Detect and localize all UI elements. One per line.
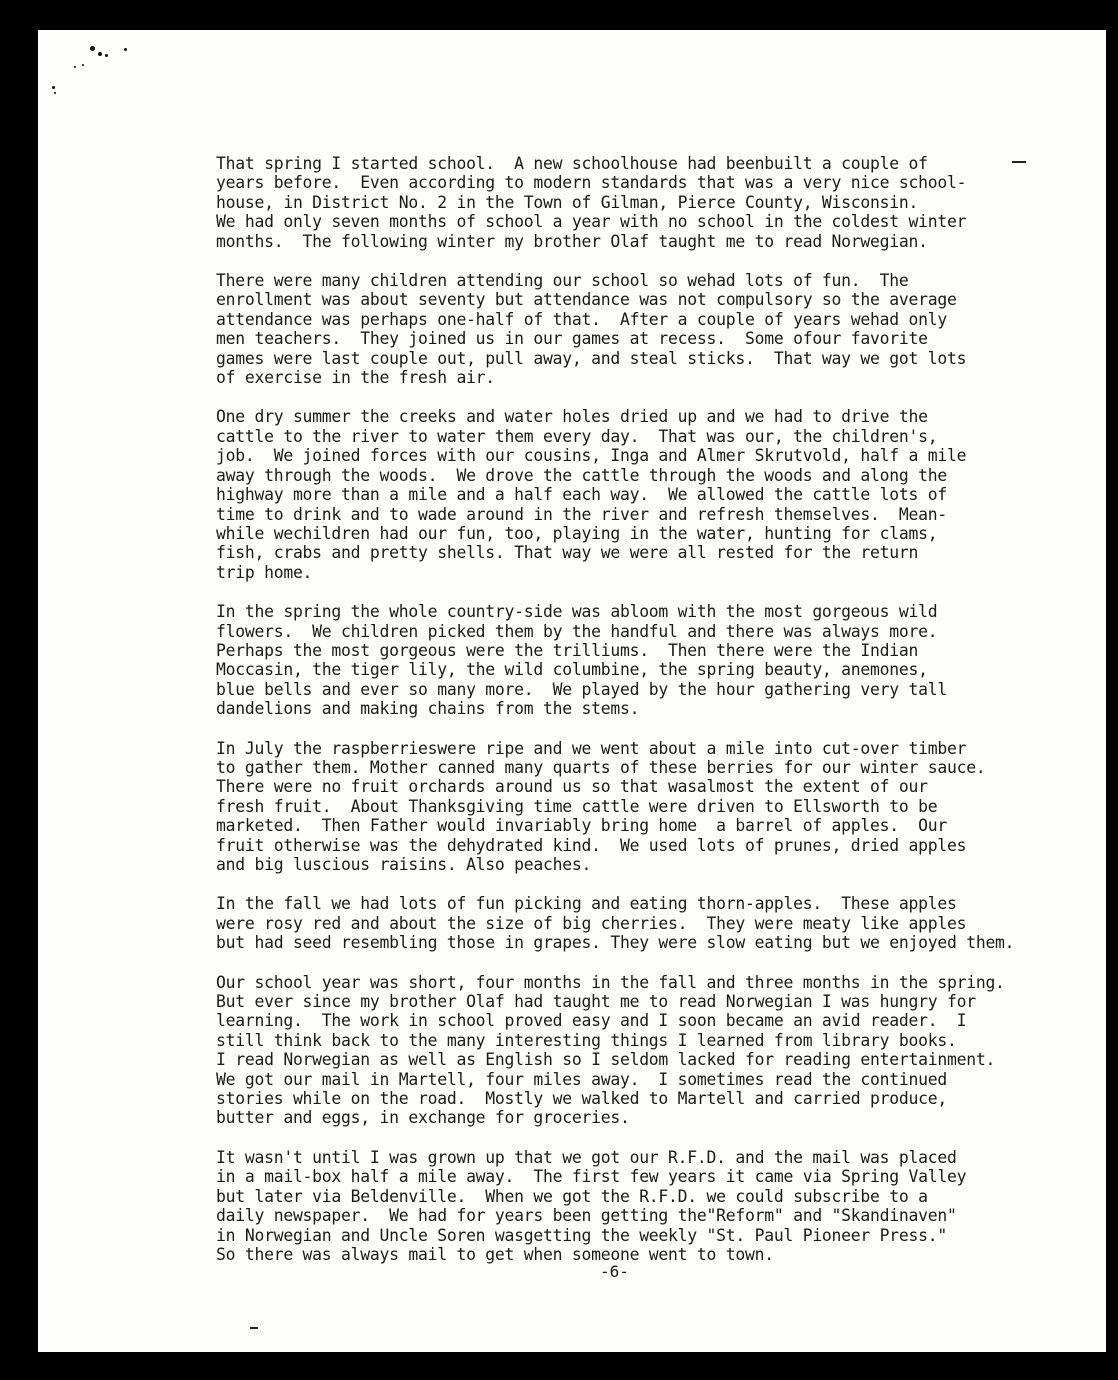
- text-line: while wechildren had our fun, too, playing in the water, hunting for clams,: [216, 523, 938, 543]
- body-text: [216, 154, 1096, 1284]
- text-line: I read Norwegian as well as English so I seldom lacked for reading entertainment.: [216, 1050, 996, 1070]
- text-line: We had only seven months of school a year with no school in the coldest winter: [216, 212, 967, 232]
- text-line: fresh fruit. About Thanksgiving time cattle were driven to Ellsworth to be: [216, 796, 938, 816]
- text-line: away through the woods. We drove the cattle through the woods and along the: [216, 465, 947, 485]
- scan-speck: [82, 64, 84, 66]
- text-line: games were last couple out, pull away, and steal sticks. That way we got lots: [216, 348, 967, 368]
- text-line: but had seed resembling those in grapes. They were slow eating but we enjoyed them.: [216, 933, 1015, 953]
- text-line: stories while on the road. Mostly we walked to Martell and carried produce,: [216, 1089, 947, 1109]
- scan-mark: [250, 1327, 258, 1329]
- text-line: job. We joined forces with our cousins, Inga and Almer Skrutvold, half a mile: [216, 446, 967, 466]
- text-line: men teachers. They joined us in our games at recess. Some ofour favorite: [216, 329, 928, 349]
- scan-speck: [105, 54, 108, 57]
- text-line: But ever since my brother Olaf had taught me to read Norwegian I was hungry for: [216, 992, 976, 1012]
- text-line: attendance was perhaps one-half of that. After a couple of years wehad only: [216, 309, 947, 329]
- text-line: enrollment was about seventy but attendance was not compulsory so the average: [216, 290, 957, 310]
- paragraph-2: [216, 271, 1096, 387]
- text-line: trip home.: [216, 562, 313, 582]
- text-line: cattle to the river to water them every day. That was our, the children's,: [216, 426, 938, 446]
- text-line: daily newspaper. We had for years been getting the"Reform" and "Skandinaven": [216, 1206, 957, 1226]
- paragraph-5: [216, 739, 1096, 875]
- paragraph-1: [216, 154, 1096, 251]
- text-line: house, in District No. 2 in the Town of Gilman, Pierce County, Wisconsin.: [216, 192, 919, 212]
- scan-speck: [90, 46, 95, 51]
- text-line: learning. The work in school proved easy and I soon became an avid reader. I: [216, 1011, 967, 1031]
- text-line: Our school year was short, four months in the fall and three months in the spring.: [216, 972, 1005, 992]
- text-line: of exercise in the fresh air.: [216, 368, 495, 388]
- paragraph-7: [216, 973, 1096, 1128]
- page-number: -6-: [600, 1262, 629, 1281]
- text-line: There were no fruit orchards around us so that wasalmost the extent of our: [216, 777, 928, 797]
- text-line: That spring I started school. A new schoolhouse had beenbuilt a couple of: [216, 154, 928, 173]
- document-page: [38, 30, 1106, 1352]
- text-line: highway more than a mile and a half each way. We allowed the cattle lots of: [216, 485, 947, 505]
- scan-speck: [52, 86, 55, 89]
- text-line: were rosy red and about the size of big cherries. They were meaty like apples: [216, 913, 967, 933]
- text-line: butter and eggs, in exchange for groceries.: [216, 1108, 630, 1128]
- text-line: Perhaps the most gorgeous were the trilliums. Then there were the Indian: [216, 640, 919, 660]
- text-line: fruit otherwise was the dehydrated kind. We used lots of prunes, dried apples: [216, 835, 967, 855]
- text-line: years before. Even according to modern standards that was a very nice school-: [216, 173, 967, 193]
- text-line: and big luscious raisins. Also peaches.: [216, 855, 592, 874]
- scan-speck: [124, 48, 127, 51]
- text-line: It wasn't until I was grown up that we got our R.F.D. and the mail was placed: [216, 1147, 957, 1167]
- text-line: There were many children attending our school so wehad lots of fun. The: [216, 271, 909, 291]
- paragraph-4: [216, 602, 1096, 718]
- text-line: In the spring the whole country-side was abloom with the most gorgeous wild: [216, 602, 938, 622]
- text-line: In July the raspberrieswere ripe and we went about a mile into cut-over timber: [216, 738, 967, 758]
- paragraph-8: [216, 1148, 1096, 1264]
- paragraph-6: [216, 894, 1096, 952]
- text-line: in Norwegian and Uncle Soren wasgetting the weekly "St. Paul Pioneer Press.": [216, 1225, 947, 1245]
- text-line: dandelions and making chains from the stems.: [216, 699, 640, 719]
- text-line: months. The following winter my brother Olaf taught me to read Norwegian.: [216, 231, 928, 251]
- text-line: In the fall we had lots of fun picking and eating thorn-apples. These apples: [216, 894, 957, 914]
- text-line: marketed. Then Father would invariably bring home a barrel of apples. Our: [216, 816, 947, 836]
- text-line: but later via Beldenville. When we got the R.F.D. we could subscribe to a: [216, 1186, 928, 1206]
- text-line: Moccasin, the tiger lily, the wild columbine, the spring beauty, anemones,: [216, 660, 928, 680]
- text-line: flowers. We children picked them by the handful and there was always more.: [216, 621, 938, 641]
- text-line: One dry summer the creeks and water holes dried up and we had to drive the: [216, 407, 928, 427]
- text-line: time to drink and to wade around in the river and refresh themselves. Mean-: [216, 504, 947, 524]
- text-line: to gather them. Mother canned many quarts of these berries for our winter sauce.: [216, 757, 986, 777]
- scan-speck: [98, 52, 102, 56]
- text-line: still think back to the many interesting things I learned from library books.: [216, 1030, 957, 1050]
- text-line: in a mail-box half a mile away. The first few years it came via Spring Valley: [216, 1167, 967, 1187]
- scan-speck: [54, 92, 56, 94]
- paragraph-3: [216, 407, 1096, 582]
- text-line: So there was always mail to get when someone went to town.: [216, 1244, 774, 1264]
- scan-speck: [74, 66, 76, 68]
- text-line: fish, crabs and pretty shells. That way we were all rested for the return: [216, 543, 919, 563]
- text-line: blue bells and ever so many more. We played by the hour gathering very tall: [216, 679, 947, 699]
- text-line: We got our mail in Martell, four miles away. I sometimes read the continued: [216, 1069, 947, 1089]
